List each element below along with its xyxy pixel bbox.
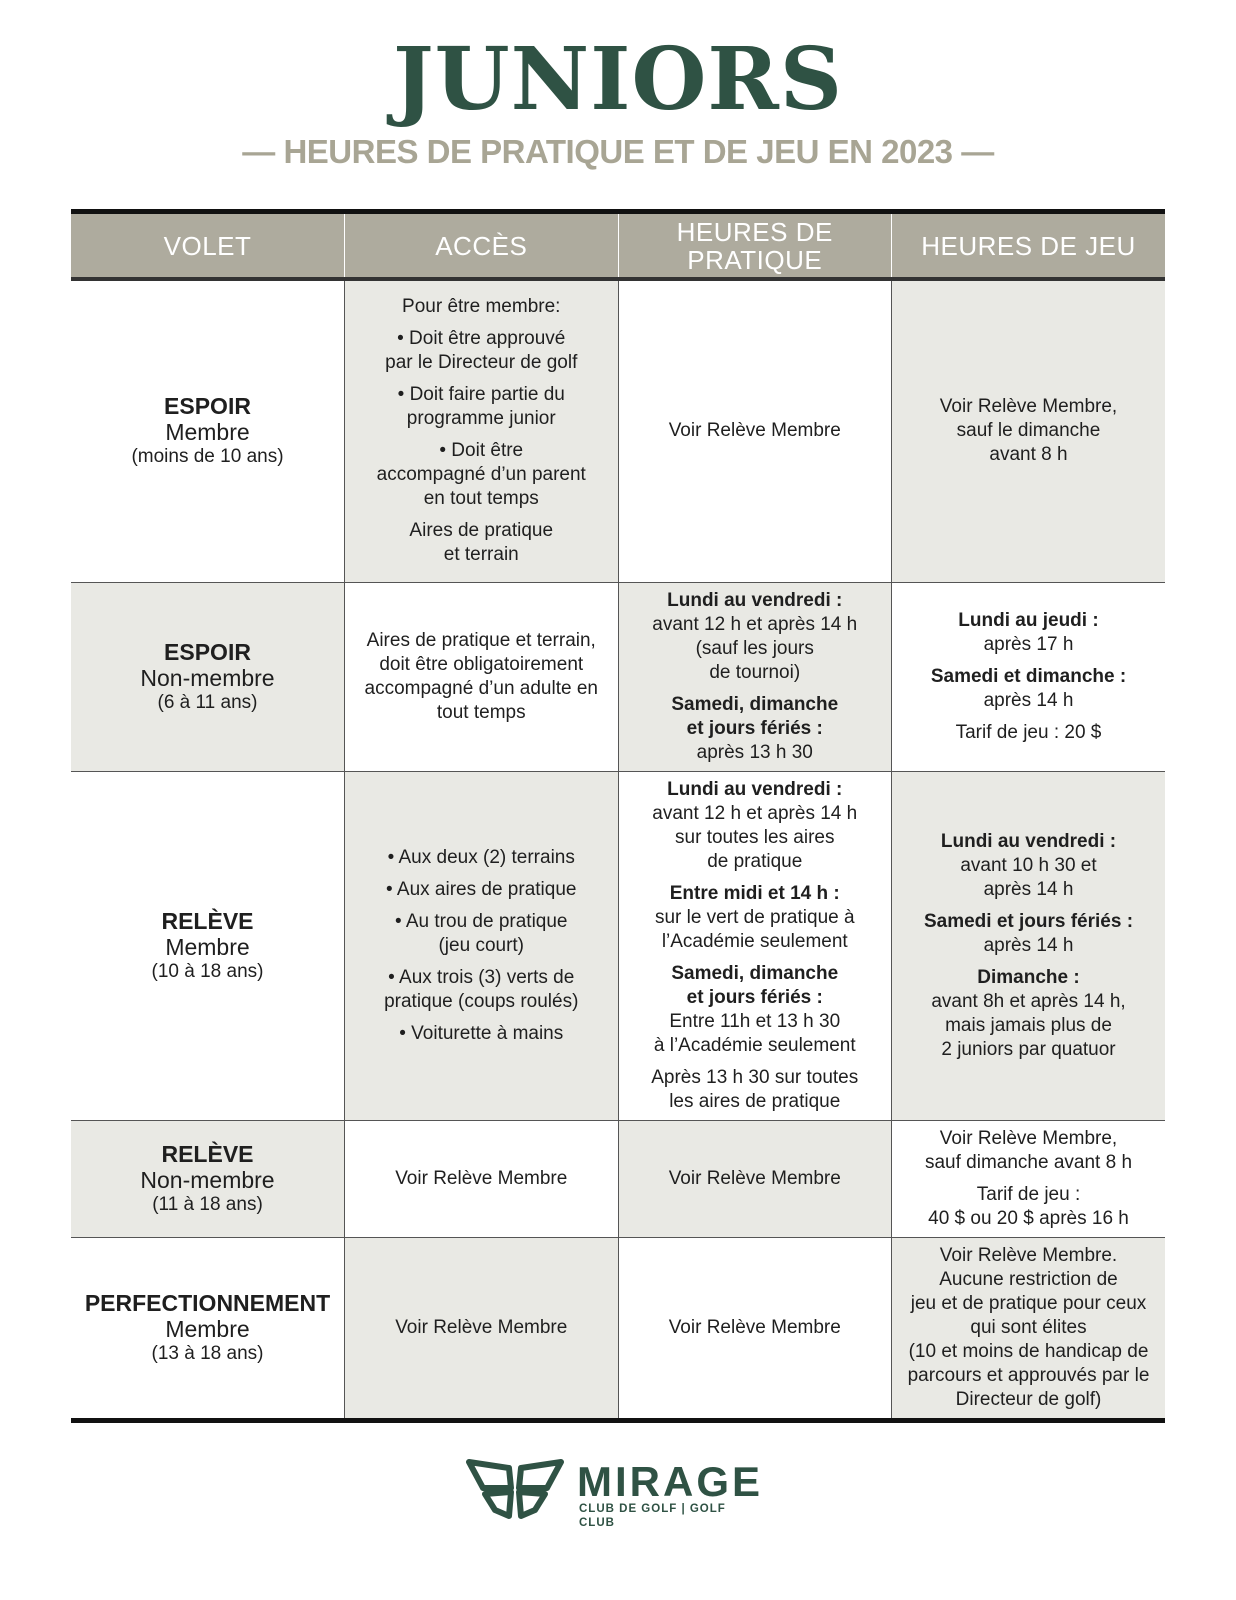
pratique-block [627,589,884,685]
volet-tier: RELÈVE [161,1140,254,1167]
volet-age: (6 à 11 ans) [157,691,258,713]
volet-cell [71,279,345,582]
column-header-acces: ACCÈS [345,212,619,280]
acces-item: Voir Relève Membre [395,1167,568,1189]
volet-cell [71,1237,345,1420]
acces-cell [345,771,619,1120]
acces-item: • Doit faire partie du programme junior [397,384,565,430]
acces-cell [345,582,619,771]
volet-status: Membre [165,933,250,960]
pratique-text: Voir Relève Membre [668,1167,841,1189]
pratique-text: Entre 11h et 13 h 30 à l’Académie seulement [653,1010,856,1056]
pratique-block [627,419,884,443]
acces-item: Aires de pratique et terrain, doit être obligatoirement accompagné d’un adulte en tout temps [364,629,598,723]
acces-item: • Aux deux (2) terrains [387,846,575,868]
jeu-cell [892,771,1166,1120]
acces-cell [345,279,619,582]
volet-tier: RELÈVE [161,907,254,934]
pratique-block [627,1066,884,1114]
jeu-text: après 17 h [983,633,1074,655]
jeu-label: Lundi au vendredi : [940,830,1117,852]
pratique-block [627,778,884,874]
pratique-block [627,1316,884,1340]
jeu-text: Voir Relève Membre, sauf le dimanche avant 8 h [939,396,1118,466]
jeu-cell [892,1120,1166,1237]
pratique-label: Lundi au vendredi : [667,589,843,611]
pratique-label: Samedi, dimanche et jours fériés : [671,693,839,739]
acces-item: Pour être membre: [402,296,561,318]
pratique-cell [618,771,892,1120]
volet-age: (10 à 18 ans) [151,960,264,982]
acces-item: • Au trou de pratique (jeu court) [395,910,568,956]
jeu-text: avant 10 h 30 et après 14 h [960,854,1097,900]
acces-item: • Aux trois (3) verts de pratique (coups roulés) [384,966,579,1012]
jeu-label: Lundi au jeudi : [958,609,1099,631]
volet-status: Non-membre [140,1166,275,1193]
volet-cell [71,771,345,1120]
pratique-label: Lundi au vendredi : [667,778,843,800]
acces-item: • Doit être approuvé par le Directeur de golf [385,328,578,374]
acces-item: Aires de pratique et terrain [409,520,554,566]
pratique-label: Samedi, dimanche et jours fériés : [671,962,839,1008]
schedule-table [71,209,1165,1423]
jeu-block [900,830,1157,902]
pratique-text: Voir Relève Membre [668,1316,841,1338]
jeu-block [900,395,1157,467]
logo-name: MIRAGE [577,1458,763,1505]
jeu-text: Tarif de jeu : 20 $ [955,721,1102,743]
pratique-cell [618,279,892,582]
volet-tier: ESPOIR [164,393,251,420]
volet-status: Membre [165,1315,250,1342]
volet-status: Membre [165,419,250,446]
acces-item: Voir Relève Membre [395,1316,568,1338]
page-subtitle: — HEURES DE PRATIQUE ET DE JEU EN 2023 — [242,133,994,170]
volet-cell [71,1120,345,1237]
volet-age: (moins de 10 ans) [131,446,284,468]
pratique-text: après 13 h 30 [696,741,813,763]
pratique-block [627,1167,884,1191]
column-header-heures-jeu: HEURES DE JEU [892,212,1166,280]
pratique-cell [618,1120,892,1237]
jeu-text: Voir Relève Membre. Aucune restriction de jeu et de pratique pour ceux qui sont élites (10 et moins de handicap de parcours et approuvés par le Directeur de golf) [907,1244,1150,1410]
acces-item: • Doit être accompagné d’un parent en tout temps [376,440,586,510]
column-header-heures-pratique: HEURES DE PRATIQUE [618,212,892,280]
acces-item: • Voiturette à mains [399,1022,564,1044]
jeu-label: Dimanche : [977,966,1080,988]
volet-age: (13 à 18 ans) [151,1342,264,1364]
jeu-label: Samedi et dimanche : [930,665,1127,687]
mirage-logo [465,1458,765,1529]
volet-tier: ESPOIR [164,638,251,665]
table-row [71,1120,1165,1237]
pratique-text: avant 12 h et après 14 h sur toutes les aires de pratique [652,802,858,872]
table-row [71,279,1165,582]
acces-item: • Aux aires de pratique [386,878,577,900]
jeu-text: après 14 h [983,934,1074,956]
jeu-text: Voir Relève Membre, sauf dimanche avant 8 h [924,1127,1133,1173]
jeu-block [900,1244,1157,1412]
jeu-block [900,609,1157,657]
acces-cell [345,1120,619,1237]
logo-tagline: CLUB DE GOLF | GOLF CLUB [579,1503,726,1529]
volet-age: (11 à 18 ans) [152,1193,263,1215]
pratique-label: Entre midi et 14 h : [669,882,840,904]
pratique-cell [618,1237,892,1420]
table-row [71,771,1165,1120]
table-row [71,1237,1165,1420]
volet-cell [71,582,345,771]
pratique-cell [618,582,892,771]
pratique-text: avant 12 h et après 14 h (sauf les jours de tournoi) [652,613,858,683]
table-header-row [71,212,1165,280]
table-row [71,582,1165,771]
jeu-block [900,1183,1157,1231]
pratique-text: Après 13 h 30 sur toutes les aires de pratique [651,1066,859,1112]
acces-cell [345,1237,619,1420]
pratique-block [627,693,884,765]
jeu-block [900,910,1157,958]
jeu-text: Tarif de jeu : 40 $ ou 20 $ après 16 h [928,1183,1129,1229]
jeu-cell [892,1237,1166,1420]
jeu-block [900,966,1157,1062]
jeu-label: Samedi et jours fériés : [923,910,1134,932]
pratique-block [627,882,884,954]
column-header-volet: VOLET [71,212,345,280]
volet-tier: PERFECTIONNEMENT [84,1289,331,1316]
jeu-text: après 14 h [983,689,1074,711]
jeu-block [900,721,1157,745]
butterfly-icon [465,1458,565,1522]
pratique-block [627,962,884,1058]
pratique-text: sur le vert de pratique à l’Académie seulement [654,906,855,952]
table-body [71,279,1165,1420]
jeu-text: avant 8h et après 14 h, mais jamais plus de 2 juniors par quatuor [931,990,1126,1060]
pratique-text: Voir Relève Membre [668,420,841,442]
volet-status: Non-membre [140,664,275,691]
jeu-cell [892,582,1166,771]
page-title: JUNIORS [392,29,844,130]
jeu-block [900,665,1157,713]
jeu-cell [892,279,1166,582]
jeu-block [900,1127,1157,1175]
